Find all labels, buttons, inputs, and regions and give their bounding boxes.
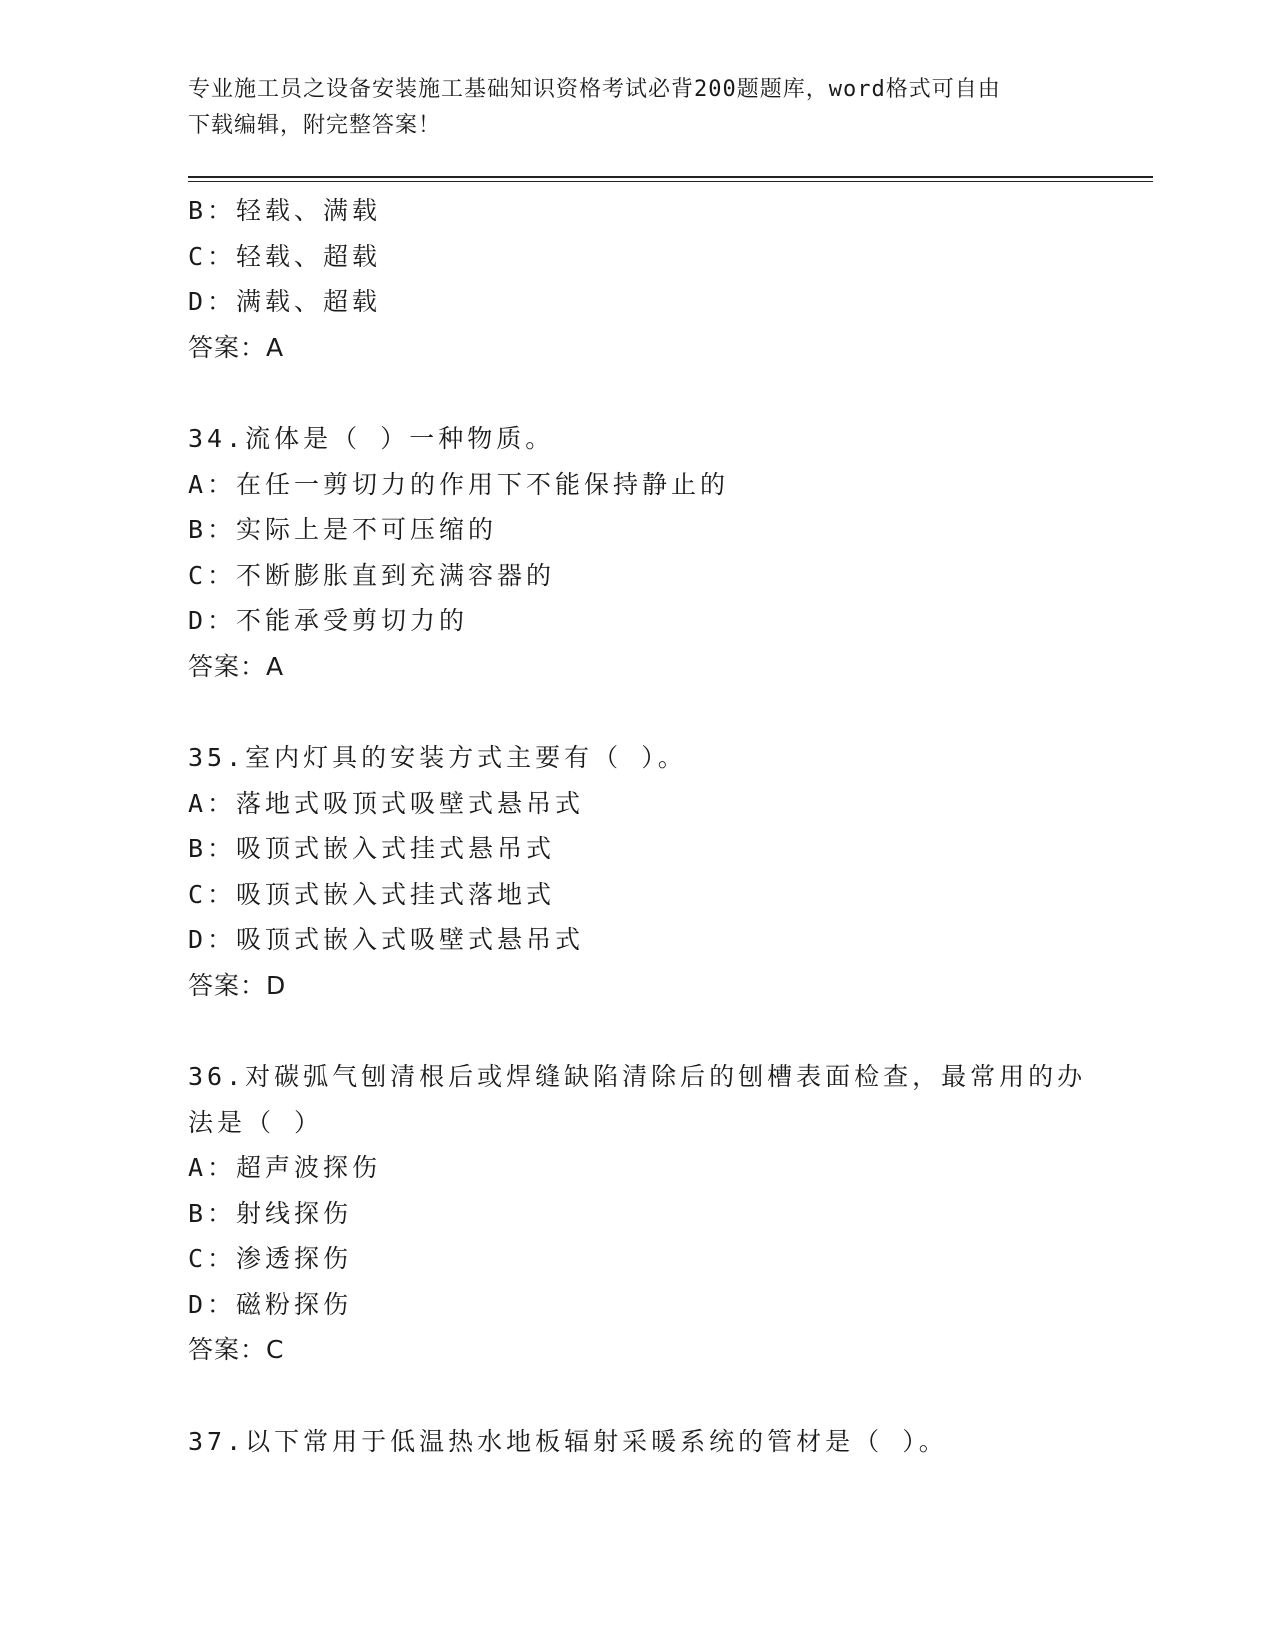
document-header [188,72,1088,144]
answer-line: 答案：A [188,651,285,681]
option-d: D：不能承受剪切力的 [188,606,469,635]
question-text: 37.以下常用于低温热水地板辐射采暖系统的管材是（ ）。 [188,1426,948,1456]
header-line-1: 专业施工员之设备安装施工基础知识资格考试必背200题题库，word格式可自由 [188,77,1001,102]
option-b: B：射线探伤 [188,1198,353,1228]
answer-line: 答案：C [188,1335,285,1364]
question-text-line-1: 36.对碳弧气刨清根后或焊缝缺陷清除后的刨槽表面检查，最常用的办 [188,1062,1087,1091]
question-text-line-2: 法是（ ） [188,1107,324,1137]
option-a: A：在任一剪切力的作用下不能保持静止的 [188,469,730,499]
option-c: C：渗透探伤 [188,1244,353,1273]
question-37 [188,1419,1088,1465]
option-d: D：满载、超载 [188,287,382,316]
option-a: A：落地式吸顶式吸壁式悬吊式 [188,788,585,818]
header-line-2: 下载编辑，附完整答案！ [188,113,442,138]
option-d: D：吸顶式嵌入式吸壁式悬吊式 [188,925,585,954]
document-body [188,188,1088,1464]
option-c: C：不断膨胀直到充满容器的 [188,560,556,590]
option-b: B：吸顶式嵌入式挂式悬吊式 [188,834,556,863]
question-text: 34.流体是（ ）一种物质。 [188,424,555,453]
option-c: C：轻载、超载 [188,241,382,271]
question-36 [188,1054,1088,1373]
question-33-continued [188,188,1088,370]
option-b: B：实际上是不可压缩的 [188,515,498,544]
option-c: C：吸顶式嵌入式挂式落地式 [188,879,556,909]
option-a: A：超声波探伤 [188,1153,382,1182]
header-divider-thin [188,181,1153,182]
question-34 [188,416,1088,689]
header-divider-thick [188,176,1153,178]
question-35 [188,735,1088,1008]
option-b: B：轻载、满载 [188,196,382,225]
answer-line: 答案：A [188,332,285,362]
answer-line: 答案：D [188,970,287,1000]
question-text: 35.室内灯具的安装方式主要有（ ）。 [188,743,687,772]
option-d: D：磁粉探伤 [188,1289,353,1319]
